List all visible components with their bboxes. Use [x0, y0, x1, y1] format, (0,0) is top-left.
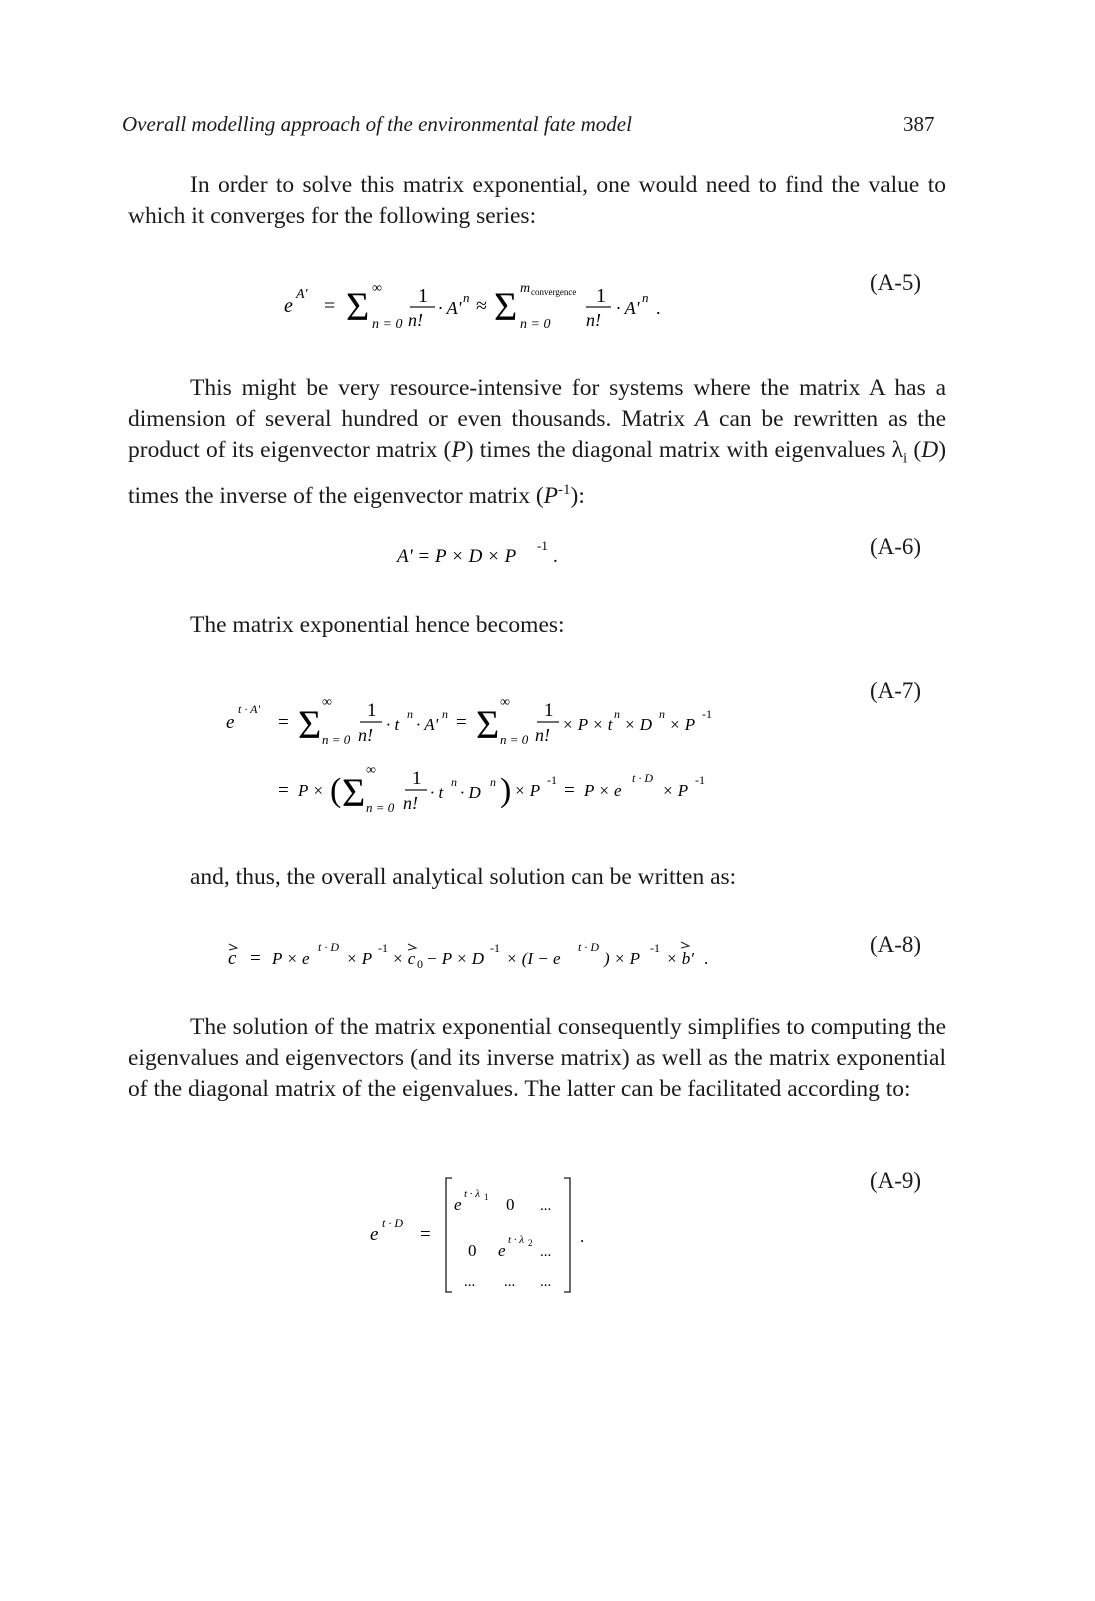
- matrix-a-symbol: A: [694, 406, 710, 432]
- eq-a5-sum-sign: Σ: [346, 284, 370, 329]
- eq-a9-m11-exp: t · λ: [464, 1188, 481, 1200]
- equation-label-a8: (A-8): [870, 932, 922, 957]
- eq-a9-m21: 0: [468, 1241, 477, 1260]
- eq-a8-t7: × b': [666, 949, 694, 968]
- eq-a7-frac-num: 1: [367, 700, 377, 721]
- matrix-p-symbol: P: [451, 437, 466, 463]
- eq-a7-equals-1: =: [278, 712, 289, 733]
- eq-a8-t4: − P × D: [426, 949, 485, 968]
- paragraph-eigen-text-2: can be rewritten as the product of its eigenvector matrix (: [128, 406, 946, 463]
- eq-a6-end: .: [553, 546, 558, 567]
- eq-a7-sum2-lower: n = 0: [500, 732, 529, 747]
- eq-a8-end: .: [704, 949, 709, 968]
- eq-a7-frac2-num: 1: [544, 700, 554, 721]
- eq-a9-m22-exp: t · λ: [508, 1234, 525, 1246]
- eq-a5-term2: · A': [616, 298, 640, 318]
- equation-label-a5: (A-5): [870, 270, 922, 295]
- paragraph-hence-text: The matrix exponential hence becomes:: [190, 612, 565, 638]
- eq-a7-line2-close-paren: ): [500, 772, 512, 809]
- eq-a8-c-vector: c: [228, 948, 237, 969]
- eq-a8-t2: × P: [346, 949, 373, 968]
- eq-a9-m12: 0: [506, 1195, 515, 1214]
- eq-a7-line2-b: × P: [514, 781, 541, 800]
- eq-a5-sum2-upper-sub: convergence: [531, 287, 577, 297]
- eq-a9-equals: =: [420, 1224, 431, 1245]
- paragraph-eigen-text-5: ) times the inverse of the eigenvector matrix (: [128, 437, 947, 509]
- eq-a5-sum2-lower: n = 0: [520, 317, 551, 332]
- eq-a5-sum2-upper: m: [520, 281, 531, 296]
- paragraph-solution: [128, 1012, 946, 1105]
- eq-a8-t5-exp: t · D: [578, 940, 599, 954]
- eq-a7-frac2-den: n!: [535, 725, 550, 745]
- eq-a7-term2c-exp: -1: [702, 707, 712, 721]
- eq-a7-equals-2: =: [456, 712, 467, 733]
- eq-a5-lhs: e: [284, 295, 293, 317]
- equation-a9: [368, 1170, 608, 1305]
- eq-a5-frac2-num: 1: [596, 285, 606, 307]
- eq-a9-m23: ...: [540, 1244, 552, 1260]
- eq-a7-lhs-exp: t · A': [238, 702, 261, 716]
- eq-a5-frac-den: n!: [408, 310, 423, 330]
- eq-a7-lhs: e: [226, 712, 235, 733]
- eq-a8-t2-exp: -1: [378, 941, 388, 955]
- eq-a7-line2-sum-lower: n = 0: [366, 800, 395, 815]
- eq-a7-term1b-exp: n: [442, 707, 448, 721]
- eq-a7-term2b: × D: [624, 715, 652, 734]
- eq-a7-line2-frac-num: 1: [412, 768, 422, 789]
- eq-a6-sup: -1: [537, 538, 548, 553]
- equation-a5: [280, 262, 680, 347]
- eq-a9-m13: ...: [540, 1198, 552, 1214]
- eq-a9-m22-sub: 2: [528, 1238, 533, 1248]
- eq-a7-line2-equals-2: =: [564, 780, 575, 801]
- eq-a7-line2-sum-upper: ∞: [366, 763, 376, 778]
- lambda-subscript: i: [902, 450, 908, 467]
- eq-a8-t5: × (I − e: [506, 949, 561, 968]
- paragraph-intro-text: In order to solve this matrix exponential, one would need to find the value to which it converges for the following series:: [128, 172, 946, 229]
- eq-a9-m22: e: [498, 1241, 506, 1260]
- eq-a5-sum2-sign: Σ: [494, 284, 518, 329]
- eq-a7-line2-sum-sign: Σ: [342, 770, 366, 815]
- eq-a7-line2-inner-b: · D: [460, 783, 481, 802]
- eq-a7-line2-inner-exp: n: [451, 775, 457, 789]
- eq-a5-frac-num: 1: [418, 285, 428, 307]
- paragraph-thus: [128, 862, 946, 893]
- running-header-title: Overall modelling approach of the environmental fate model: [122, 112, 632, 136]
- eq-a7-term1: · t: [386, 715, 400, 734]
- eq-a9-lhs-exp: t · D: [382, 1216, 403, 1230]
- eq-a7-line2-a: P ×: [298, 781, 324, 800]
- equation-label-a7: (A-7): [870, 678, 922, 703]
- eq-a8-t3-sub: 0: [417, 957, 423, 971]
- paragraph-eigen-text-1: This might be very resource-intensive for systems where the matrix A has a dimension of several hundred or even thousands. Matrix: [128, 375, 946, 432]
- eq-a7-line2-b-exp: -1: [547, 773, 557, 787]
- eq-a5-term: · A': [438, 298, 462, 318]
- equation-a7: [222, 686, 742, 837]
- paragraph-hence: [128, 610, 946, 641]
- eq-a8-t4-exp: -1: [490, 941, 500, 955]
- eq-a8-t3: × c: [392, 949, 416, 968]
- eq-a5-term-exp: n: [463, 290, 470, 305]
- eq-a6-text: A' = P × D × P: [397, 546, 517, 567]
- paragraph-eigen-text-3: ) times the diagonal matrix with eigenvalues λ: [465, 437, 903, 463]
- paragraph-solution-text: The solution of the matrix exponential consequently simplifies to computing the eigenvalues and eigenvectors (and its inverse matrix) as well as the matrix exponential of the diagonal matrix of the eigenvalues. The latter can be facilitated according to:: [128, 1014, 946, 1102]
- matrix-p-inverse-symbol: P: [543, 482, 559, 509]
- eq-a8-t1: P × e: [272, 949, 310, 968]
- eq-a7-line2-frac-den: n!: [403, 793, 418, 813]
- eq-a8-equals: =: [250, 948, 261, 969]
- eq-a7-line2-c-exp: t · D: [632, 771, 653, 785]
- eq-a5-lhs-exp: A': [296, 287, 308, 302]
- eq-a9-m33: ...: [540, 1274, 552, 1290]
- eq-a7-line2-inner: · t: [430, 783, 444, 802]
- eq-a9-right-bracket: [564, 1178, 570, 1292]
- eq-a7-term2: × P × t: [562, 715, 613, 734]
- eq-a7-term2b-exp: n: [659, 707, 665, 721]
- eq-a5-sum-upper: ∞: [372, 281, 382, 296]
- eq-a8-t6-exp: -1: [650, 941, 660, 955]
- paragraph-eigen: [128, 373, 946, 512]
- eq-a7-term2c: × P: [669, 715, 696, 734]
- equation-label-a9: (A-9): [870, 1168, 922, 1193]
- eq-a9-left-bracket: [446, 1178, 452, 1292]
- eq-a5-term2-exp: n: [642, 290, 649, 305]
- matrix-d-symbol: D: [921, 437, 939, 463]
- page-number: 387: [903, 112, 935, 136]
- eq-a5-frac2-den: n!: [586, 310, 601, 330]
- equation-label-a6: (A-6): [870, 534, 922, 559]
- eq-a5-end: .: [656, 298, 661, 318]
- eq-a8-t1-exp: t · D: [318, 940, 339, 954]
- eq-a9-m32: ...: [504, 1274, 516, 1290]
- eq-a9-m31: ...: [464, 1274, 476, 1290]
- eq-a7-line2-open-paren: (: [330, 772, 342, 809]
- eq-a9-m11: e: [454, 1195, 462, 1214]
- eq-a7-line2-d: × P: [662, 781, 689, 800]
- eq-a7-term1-exp: n: [407, 707, 413, 721]
- eq-a7-line2-c: P × e: [584, 781, 622, 800]
- eq-a5-equals: =: [324, 295, 336, 317]
- eq-a5-approx: ≈: [476, 295, 487, 317]
- eq-a7-term1b: · A': [416, 715, 439, 734]
- eq-a9-lhs: e: [370, 1224, 379, 1245]
- eq-a5-sum-lower: n = 0: [372, 317, 403, 332]
- eq-a8-t6: ) × P: [604, 949, 641, 968]
- paragraph-thus-text: and, thus, the overall analytical solution can be written as:: [190, 864, 737, 890]
- eq-a9-end: .: [580, 1227, 585, 1246]
- equation-a8: [226, 930, 766, 981]
- eq-a7-line2-inner-b-exp: n: [490, 775, 496, 789]
- paragraph-eigen-text-6: ):: [570, 482, 585, 509]
- equation-a6: [395, 530, 595, 579]
- eq-a7-sum2-upper: ∞: [500, 695, 510, 710]
- eq-a9-m11-sub: 1: [484, 1192, 489, 1202]
- eq-a7-sum2-sign: Σ: [476, 702, 500, 747]
- matrix-p-inverse-exp: -1: [558, 481, 571, 498]
- eq-a8-b-vector-arrow: [681, 942, 689, 948]
- eq-a7-line2-d-exp: -1: [695, 773, 705, 787]
- eq-a7-frac-den: n!: [358, 725, 373, 745]
- paragraph-eigen-text-4: (: [907, 437, 922, 463]
- paragraph-intro: [128, 170, 946, 232]
- eq-a7-sum-upper: ∞: [322, 695, 332, 710]
- eq-a7-term2-exp: n: [614, 707, 620, 721]
- eq-a7-sum-sign: Σ: [298, 702, 322, 747]
- eq-a7-line2-equals: =: [278, 780, 289, 801]
- eq-a7-sum-lower: n = 0: [322, 732, 351, 747]
